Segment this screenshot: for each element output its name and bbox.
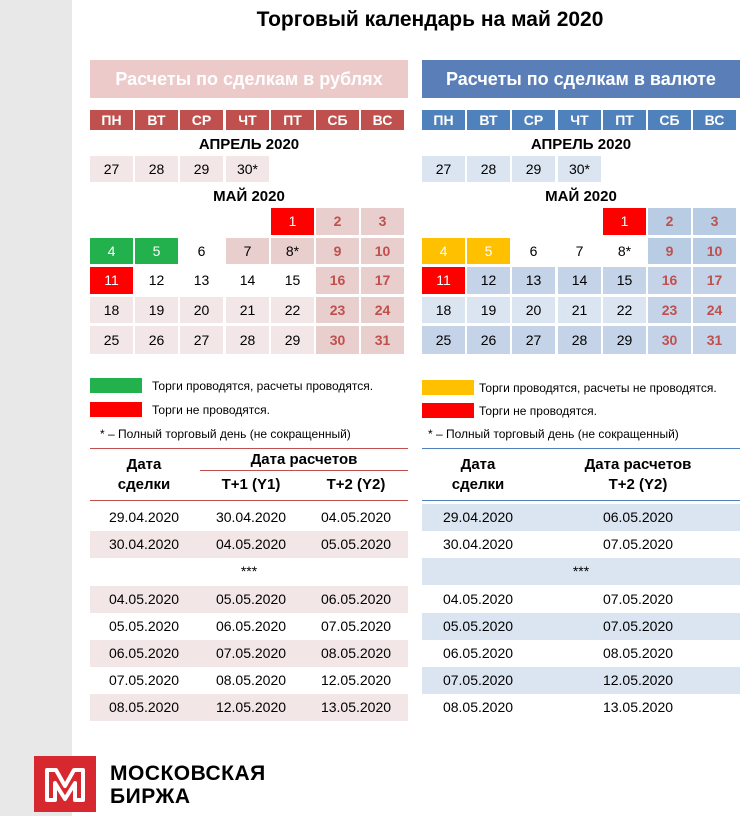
rub-may-day: 26 xyxy=(135,326,178,354)
rub-col-trade-date-line2: сделки xyxy=(117,476,171,493)
fx-may-day: 9 xyxy=(648,238,691,264)
rub-may-day: 14 xyxy=(226,267,269,294)
fx-weekday: СР xyxy=(512,110,555,130)
fx-may-day: 17 xyxy=(693,267,736,294)
fx-may-day: 18 xyxy=(422,297,465,323)
rub-table-cell: 08.05.2020 xyxy=(320,645,392,661)
fx-may-day: 20 xyxy=(512,297,555,323)
rub-table-row xyxy=(90,613,408,640)
fx-may-day: 21 xyxy=(558,297,601,323)
rub-may-day: 29 xyxy=(271,326,314,354)
fx-table-cell: 05.05.2020 xyxy=(442,618,514,634)
rub-table-cell: 04.05.2020 xyxy=(108,591,180,607)
fx-table-cell: 06.05.2020 xyxy=(602,509,674,525)
fx-weekday: ПТ xyxy=(603,110,646,130)
fx-april-day: 29 xyxy=(512,156,555,182)
rub-may-day: 30 xyxy=(316,326,359,354)
fx-table-cell: 07.05.2020 xyxy=(602,536,674,552)
fx-april-day: 30* xyxy=(558,156,601,182)
fx-may-day: 15 xyxy=(603,267,646,294)
fx-may-day: 31 xyxy=(693,326,736,354)
fx-may-day: 16 xyxy=(648,267,691,294)
fx-col-settlement xyxy=(536,455,740,495)
fx-may-day: 27 xyxy=(512,326,555,354)
rub-april-day: 27 xyxy=(90,156,133,182)
fx-may-day: 13 xyxy=(512,267,555,294)
rub-table-cell: 07.05.2020 xyxy=(215,645,287,661)
fx-table-row xyxy=(422,694,740,721)
fx-table-cell: 07.05.2020 xyxy=(602,591,674,607)
rub-may-day: 6 xyxy=(180,238,223,264)
moex-logo-text xyxy=(110,762,266,808)
table-header-rule xyxy=(422,500,740,501)
fx-table-cell: 29.04.2020 xyxy=(442,509,514,525)
fx-may-day: 10 xyxy=(693,238,736,264)
page-title: Торговый календарь на май 2020 xyxy=(256,8,604,31)
rub-panel-header: Расчеты по сделкам в рублях xyxy=(90,60,408,98)
rub-may-day: 18 xyxy=(90,297,133,323)
legend-green-swatch xyxy=(90,378,142,393)
rub-weekday: СР xyxy=(180,110,223,130)
rub-weekday: СБ xyxy=(316,110,359,130)
rub-table-cell: 06.05.2020 xyxy=(320,591,392,607)
fx-table-cell: 30.04.2020 xyxy=(442,536,514,552)
fx-may-day: 4 xyxy=(422,238,465,264)
fx-table-row xyxy=(422,531,740,558)
rub-may-day: 2 xyxy=(316,208,359,235)
rub-table-row xyxy=(90,586,408,613)
left-sidebar xyxy=(0,0,72,816)
fx-col-settlement-line1: Дата расчетов xyxy=(584,456,692,473)
legend-red-swatch xyxy=(422,403,474,418)
rub-weekday: ЧТ xyxy=(226,110,269,130)
rub-table-cell: 04.05.2020 xyxy=(320,509,392,525)
rub-table-cell: 08.05.2020 xyxy=(108,699,180,715)
rub-may-day: 23 xyxy=(316,297,359,323)
rub-may-day: 21 xyxy=(226,297,269,323)
fx-may-day: 30 xyxy=(648,326,691,354)
rub-col-t2: T+2 (Y2) xyxy=(326,476,386,493)
fx-may-day: 25 xyxy=(422,326,465,354)
fx-weekday: ЧТ xyxy=(558,110,601,130)
legend-yellow-swatch xyxy=(422,380,474,395)
rub-april-day: 29 xyxy=(180,156,223,182)
legend-red-text: Торги не проводятся. xyxy=(152,403,270,417)
rub-table-cell: 08.05.2020 xyxy=(215,672,287,688)
fx-may-day: 8* xyxy=(603,238,646,264)
fx-table-cell: 13.05.2020 xyxy=(602,699,674,715)
rub-may-label: МАЙ 2020 xyxy=(213,188,285,205)
full-day-note: * – Полный торговый день (не сокращенный) xyxy=(100,427,351,441)
rub-col-trade-date-line1: Дата xyxy=(126,456,162,473)
full-day-note: * – Полный торговый день (не сокращенный) xyxy=(428,427,679,441)
rub-table-cell: 05.05.2020 xyxy=(320,536,392,552)
rub-may-day: 22 xyxy=(271,297,314,323)
fx-april-label: АПРЕЛЬ 2020 xyxy=(530,136,632,153)
fx-table-cell: 07.05.2020 xyxy=(602,618,674,634)
rub-april-label: АПРЕЛЬ 2020 xyxy=(198,136,300,153)
fx-may-label: МАЙ 2020 xyxy=(545,188,617,205)
rub-may-day: 1 xyxy=(271,208,314,235)
table-top-rule xyxy=(422,448,740,449)
fx-may-day: 2 xyxy=(648,208,691,235)
fx-may-day: 24 xyxy=(693,297,736,323)
logo-line2: БИРЖА xyxy=(110,785,191,808)
rub-weekday: ПТ xyxy=(271,110,314,130)
rub-may-day: 12 xyxy=(135,267,178,294)
fx-col-trade-date-line1: Дата xyxy=(460,456,496,473)
rub-may-day: 9 xyxy=(316,238,359,264)
fx-table-cell: 08.05.2020 xyxy=(442,699,514,715)
fx-col-settlement-line2: T+2 (Y2) xyxy=(608,476,668,493)
rub-april-day: 28 xyxy=(135,156,178,182)
fx-table-row xyxy=(422,667,740,694)
rub-may-day: 20 xyxy=(180,297,223,323)
rub-may-day: 28 xyxy=(226,326,269,354)
table-top-rule xyxy=(90,448,408,449)
fx-table-cell: 07.05.2020 xyxy=(442,672,514,688)
rub-may-day: 10 xyxy=(361,238,404,264)
rub-col-t1: T+1 (Y1) xyxy=(221,476,281,493)
rub-table-cell: 04.05.2020 xyxy=(215,536,287,552)
logo-line1: МОСКОВСКАЯ xyxy=(110,762,266,785)
rub-table-row xyxy=(90,667,408,694)
rub-table-cell: 12.05.2020 xyxy=(215,699,287,715)
fx-may-day: 11 xyxy=(422,267,465,294)
rub-table-row xyxy=(90,694,408,721)
fx-may-day: 6 xyxy=(512,238,555,264)
fx-table-separator: *** xyxy=(572,563,590,579)
fx-may-day: 12 xyxy=(467,267,510,294)
rub-table-cell: 30.04.2020 xyxy=(108,536,180,552)
group-rule xyxy=(200,470,408,471)
fx-table-row xyxy=(422,586,740,613)
rub-table-cell: 07.05.2020 xyxy=(320,618,392,634)
rub-may-day: 31 xyxy=(361,326,404,354)
rub-table-cell: 13.05.2020 xyxy=(320,699,392,715)
fx-may-day: 14 xyxy=(558,267,601,294)
rub-may-day: 4 xyxy=(90,238,133,264)
moex-logo-icon xyxy=(34,756,96,812)
fx-may-day: 23 xyxy=(648,297,691,323)
fx-may-day: 29 xyxy=(603,326,646,354)
fx-table-cell: 12.05.2020 xyxy=(602,672,674,688)
rub-may-day: 19 xyxy=(135,297,178,323)
fx-weekday: ВТ xyxy=(467,110,510,130)
fx-table-row xyxy=(422,558,740,585)
fx-may-day: 3 xyxy=(693,208,736,235)
rub-table-row xyxy=(90,640,408,667)
fx-panel-header: Расчеты по сделкам в валюте xyxy=(422,60,740,98)
rub-table-row xyxy=(90,504,408,531)
fx-weekday: ПН xyxy=(422,110,465,130)
rub-may-day: 15 xyxy=(271,267,314,294)
legend-red-swatch xyxy=(90,402,142,417)
rub-may-day: 7 xyxy=(226,238,269,264)
rub-may-day: 24 xyxy=(361,297,404,323)
legend-green-text: Торги проводятся, расчеты проводятся. xyxy=(152,379,374,393)
fx-col-trade-date-line2: сделки xyxy=(451,476,505,493)
rub-table-cell: 07.05.2020 xyxy=(108,672,180,688)
rub-table-row xyxy=(90,558,408,585)
rub-table-cell: 05.05.2020 xyxy=(108,618,180,634)
fx-may-day: 7 xyxy=(558,238,601,264)
rub-april-day: 30* xyxy=(226,156,269,182)
rub-may-day: 8* xyxy=(271,238,314,264)
rub-may-day: 5 xyxy=(135,238,178,264)
fx-may-day: 1 xyxy=(603,208,646,235)
fx-table-row xyxy=(422,613,740,640)
legend-yellow-text: Торги проводятся, расчеты не проводятся. xyxy=(479,381,717,395)
fx-may-day: 22 xyxy=(603,297,646,323)
fx-weekday: ВС xyxy=(693,110,736,130)
rub-table-separator: *** xyxy=(240,563,258,579)
rub-may-day: 13 xyxy=(180,267,223,294)
rub-table-cell: 29.04.2020 xyxy=(108,509,180,525)
fx-panel xyxy=(422,60,740,715)
fx-table-cell: 04.05.2020 xyxy=(442,591,514,607)
fx-may-day: 26 xyxy=(467,326,510,354)
fx-table-row xyxy=(422,504,740,531)
rub-may-day: 11 xyxy=(90,267,133,294)
rub-table-row xyxy=(90,531,408,558)
fx-table-cell: 08.05.2020 xyxy=(602,645,674,661)
rub-weekday: ПН xyxy=(90,110,133,130)
fx-may-day: 19 xyxy=(467,297,510,323)
rub-weekday: ВС xyxy=(361,110,404,130)
rub-may-day: 27 xyxy=(180,326,223,354)
rub-col-settlement-group: Дата расчетов xyxy=(250,451,358,468)
fx-table-cell: 06.05.2020 xyxy=(442,645,514,661)
fx-table-row xyxy=(422,640,740,667)
rub-may-day: 3 xyxy=(361,208,404,235)
fx-may-day: 28 xyxy=(558,326,601,354)
rub-table-cell: 05.05.2020 xyxy=(215,591,287,607)
legend-red-text: Торги не проводятся. xyxy=(479,404,597,418)
fx-weekday-row xyxy=(422,110,740,130)
fx-may-day: 5 xyxy=(467,238,510,264)
rub-col-trade-date xyxy=(90,455,198,495)
fx-april-day: 27 xyxy=(422,156,465,182)
table-header-rule xyxy=(90,500,408,501)
rub-weekday-row xyxy=(90,110,408,130)
rub-may-day: 16 xyxy=(316,267,359,294)
rub-may-day: 25 xyxy=(90,326,133,354)
rub-table-cell: 30.04.2020 xyxy=(215,509,287,525)
rub-may-day: 17 xyxy=(361,267,404,294)
rub-table-cell: 06.05.2020 xyxy=(215,618,287,634)
rub-table-cell: 06.05.2020 xyxy=(108,645,180,661)
fx-april-day: 28 xyxy=(467,156,510,182)
fx-weekday: СБ xyxy=(648,110,691,130)
rub-weekday: ВТ xyxy=(135,110,178,130)
rub-table-cell: 12.05.2020 xyxy=(320,672,392,688)
fx-col-trade-date xyxy=(422,455,534,495)
rub-panel xyxy=(90,60,408,715)
